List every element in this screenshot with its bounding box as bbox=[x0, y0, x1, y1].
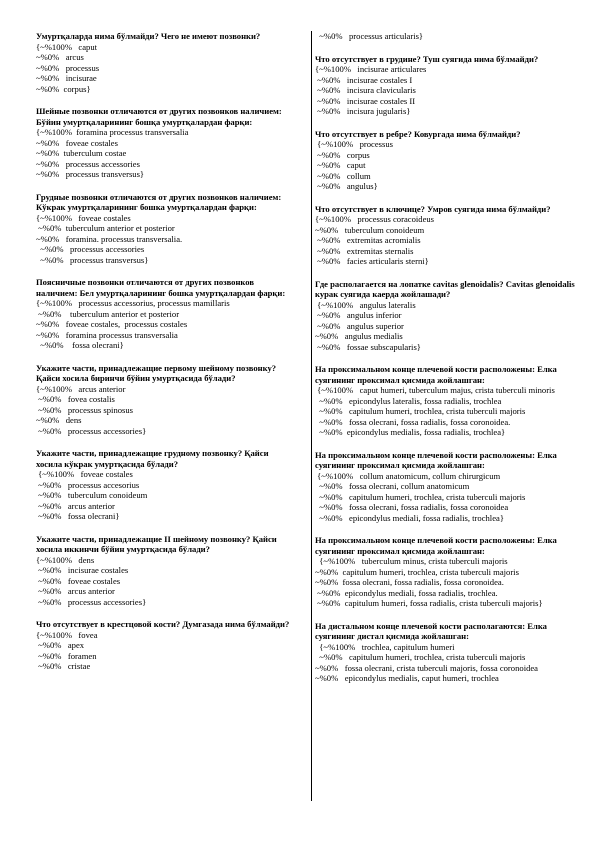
answer-option: ~%0% extremitas sternalis bbox=[315, 245, 414, 256]
question-title: На проксимальном конце плечевой кости расположены: Елка суягининг проксимал қисмида жойлашган: bbox=[315, 535, 557, 556]
answer-option: ~%0% caput bbox=[315, 160, 366, 170]
answer-option: ~%0% processus bbox=[36, 62, 100, 73]
answer-option: {~%100% foramina processus transversalia bbox=[36, 127, 189, 137]
answer-option: ~%0% foveae costales, processus costales bbox=[36, 319, 188, 329]
answer-option: {~%100% processus accessorius, processus mamillaris bbox=[36, 298, 230, 308]
answer-option: ~%0% incisurae bbox=[36, 73, 97, 83]
answer-option: ~%0% epicondylus mediali, fossa radialis, trochlea. bbox=[315, 587, 498, 598]
answer-option: ~%0% foveae costales bbox=[36, 575, 121, 586]
question-block bbox=[36, 363, 294, 437]
answer-option: {~%100% trochlea, capitulum humeri bbox=[315, 641, 455, 652]
question-block bbox=[36, 192, 294, 266]
question-block bbox=[315, 279, 577, 353]
answer-option: {~%100% incisurae articulares bbox=[315, 64, 427, 74]
question-block bbox=[315, 364, 577, 438]
question-title: Шейные позвонки отличаются от других позвонков наличием: Бўйин умуртқаларининг бошқа умуртқалардан фарқи: bbox=[36, 106, 282, 127]
answer-option: ~%0% capitulum humeri, trochlea, crista tuberculi majoris bbox=[315, 566, 519, 577]
answer-option: ~%0% processus accessories bbox=[36, 244, 145, 254]
answer-option: ~%0% epicondylus medialis, caput humeri, trochlea bbox=[315, 673, 499, 683]
answer-option: ~%0% arcus anterior bbox=[36, 500, 115, 511]
answer-option: {~%100% fovea bbox=[36, 629, 98, 640]
answer-option: ~%0% incisurae costales I bbox=[315, 74, 413, 85]
question-title: Где располагается на лопатке cavitas glenoidalis? Cavitas glenoidalis курак суягида каерда жойлашади? bbox=[315, 278, 575, 299]
answer-option: {~%100% caput humeri, tuberculum majus, crista tuberculi minoris bbox=[315, 385, 555, 395]
answer-option: ~%0% tuberculum conoideum bbox=[36, 490, 148, 500]
question-title: Что отсутствует в ребре? Ковургада нима бўлмайди? bbox=[315, 128, 521, 139]
question-title: Что отсутствует в ключице? Умров суягида нима бўлмайди? bbox=[315, 203, 551, 214]
answer-option: {~%100% processus bbox=[315, 139, 393, 149]
answer-option: ~%0% processus transversus} bbox=[36, 169, 145, 179]
answer-option: ~%0% tuberculum anterior et posterior bbox=[36, 308, 180, 319]
question-block bbox=[36, 448, 294, 522]
answer-option: ~%0% processus articularis} bbox=[315, 31, 424, 41]
question-block bbox=[315, 31, 577, 42]
answer-option: ~%0% angulus inferior bbox=[315, 310, 402, 320]
answer-option: {~%100% caput bbox=[36, 41, 98, 52]
answer-option: ~%0% processus transversus} bbox=[36, 254, 149, 265]
answer-option: ~%0% cristae bbox=[36, 661, 91, 671]
answer-option: ~%0% capitulum humeri, trochlea, crista tuberculi majoris bbox=[315, 491, 526, 502]
question-block bbox=[315, 54, 577, 117]
question-title: Укажите части, принадлежащие II шейному позвонку? Қайси хосила иккинчи бўйин умуртқасида бўлади? bbox=[36, 533, 277, 554]
question-title: Умуртқаларда нима бўлмайди? Чего не имеют позвонки? bbox=[36, 31, 261, 41]
question-block bbox=[36, 277, 294, 351]
answer-option: ~%0% foramina. processus transversalia. bbox=[36, 233, 183, 244]
answer-option: ~%0% epicondylus mediali, fossa radialis, trochlea} bbox=[315, 512, 504, 523]
answer-option: ~%0% incisura jugularis} bbox=[315, 106, 411, 116]
question-block bbox=[315, 450, 577, 524]
answer-option: {~%100% angulus lateralis bbox=[315, 299, 416, 310]
question-block bbox=[36, 534, 294, 608]
answer-option: ~%0% processus accessories} bbox=[36, 425, 147, 436]
question-block bbox=[315, 129, 577, 192]
question-title: На дистальном конце плечевой кости располагаются: Елка суягининг дистал қисмида жойлашган: bbox=[315, 620, 547, 641]
answer-option: ~%0% processus spinosus bbox=[36, 404, 134, 415]
question-block bbox=[36, 619, 294, 672]
answer-option: ~%0% fossa olecrani, fossa radialis, fossa coronoidea bbox=[315, 502, 509, 512]
answer-option: {~%100% dens bbox=[36, 554, 95, 565]
answer-option: ~%0% foramina processus transversalia bbox=[36, 329, 178, 340]
answer-option: ~%0% epicondylus medialis, fossa radialis, trochlea} bbox=[315, 427, 506, 437]
answer-option: ~%0% fossa olecrani, collum anatomicum bbox=[315, 481, 470, 491]
question-title: Укажите части, принадлежащие первому шейному позвонку? Қайси хосила биринчи бўйин умуртқасида бўлади? bbox=[36, 362, 277, 383]
answer-option: ~%0% incisurae costales II bbox=[315, 95, 416, 106]
answer-option: ~%0% angulus medialis bbox=[315, 331, 403, 341]
answer-option: ~%0% tuberculum costae bbox=[36, 148, 127, 158]
question-title: Поясничные позвонки отличаются от других позвонков наличием: Бел умуртқаларининг бошка умуртқалардан фарқи: bbox=[36, 277, 286, 298]
answer-option: {~%100% processus coracoideus bbox=[315, 214, 435, 224]
answer-option: ~%0% incisurae costales bbox=[36, 565, 129, 575]
answer-option: ~%0% fovea costalis bbox=[36, 394, 115, 404]
question-title: Что отсутствует в грудине? Туш суягида нима бўлмайди? bbox=[315, 53, 539, 64]
answer-option: ~%0% capitulum humeri, trochlea, crista tuberculi majoris bbox=[315, 406, 526, 416]
answer-option: ~%0% capitulum humeri, trochlea, crista tuberculi majoris bbox=[315, 652, 526, 662]
answer-option: ~%0% angulus superior bbox=[315, 320, 404, 331]
answer-option: ~%0% fossa olecrani, fossa radialis, fossa coronoidea. bbox=[315, 577, 504, 587]
answer-option: ~%0% arcus anterior bbox=[36, 586, 115, 596]
answer-option: ~%0% foveae costales bbox=[36, 137, 118, 148]
answer-option: {~%100% tuberculum minus, crista tuberculi majoris bbox=[315, 556, 508, 566]
answer-option: ~%0% fossa olecrani, fossa radialis, fossa coronoidea. bbox=[315, 416, 511, 427]
left-column bbox=[36, 31, 294, 684]
answer-option: ~%0% angulus} bbox=[315, 181, 378, 191]
answer-option: ~%0% facies articularis sterni} bbox=[315, 256, 429, 266]
answer-option: ~%0% fossa olecrani} bbox=[36, 511, 120, 521]
answer-option: ~%0% capitulum humeri, fossa radialis, crista tuberculi majoris} bbox=[315, 598, 543, 608]
answer-option: ~%0% apex bbox=[36, 640, 85, 650]
answer-option: {~%100% foveae costales bbox=[36, 469, 133, 479]
answer-option: ~%0% arcus bbox=[36, 52, 84, 62]
question-title: Что отсутствует в крестцовой кости? Думгазада нима бўлмайди? bbox=[36, 619, 290, 629]
question-block bbox=[36, 106, 294, 180]
answer-option: ~%0% fossa olecrani, crista tuberculi majoris, fossa coronoidea bbox=[315, 662, 539, 673]
answer-option: ~%0% incisura clavicularis bbox=[315, 85, 416, 95]
right-column bbox=[311, 31, 577, 801]
answer-option: ~%0% foramen bbox=[36, 650, 97, 661]
answer-option: ~%0% fossae subscapularis} bbox=[315, 341, 421, 352]
answer-option: ~%0% corpus bbox=[315, 149, 370, 160]
answer-option: ~%0% tuberculum anterior et posterior bbox=[36, 223, 175, 233]
answer-option: ~%0% extremitas acromialis bbox=[315, 235, 421, 245]
question-block bbox=[315, 621, 577, 684]
answer-option: ~%0% processus accessories bbox=[36, 158, 140, 169]
question-title: Укажите части, принадлежащие грудному позвонку? Қайси хосила кўкрак умуртқасида бўлади? bbox=[36, 448, 269, 469]
answer-option: ~%0% epicondylus lateralis, fossa radialis, trochlea bbox=[315, 395, 502, 406]
question-title: На проксимальном конце плечевой кости расположены: Елка суягининг проксимал қисмида жойлашган: bbox=[315, 364, 557, 385]
question-block bbox=[315, 535, 577, 609]
question-title: На проксимальном конце плечевой кости расположены: Елка суягининг проксимал қисмида жойлашган: bbox=[315, 449, 557, 470]
answer-option: ~%0% dens bbox=[36, 415, 82, 425]
answer-option: {~%100% collum anatomicum, collum chirurgicum bbox=[315, 470, 501, 481]
answer-option: {~%100% foveae costales bbox=[36, 212, 131, 223]
answer-option: {~%100% arcus anterior bbox=[36, 383, 126, 394]
answer-option: ~%0% tuberculum conoideum bbox=[315, 224, 425, 235]
question-title: Грудные позвонки отличаются от других позвонков наличием: Кўкрак умуртқаларининг бошка умуртқалардан фарқи: bbox=[36, 191, 282, 212]
answer-option: ~%0% corpus} bbox=[36, 83, 91, 94]
answer-option: ~%0% processus accesorius bbox=[36, 479, 140, 490]
question-block bbox=[36, 31, 294, 94]
question-block bbox=[315, 204, 577, 267]
answer-option: ~%0% fossa olecrani} bbox=[36, 340, 124, 350]
answer-option: ~%0% collum bbox=[315, 170, 371, 181]
answer-option: ~%0% processus accessories} bbox=[36, 596, 147, 607]
